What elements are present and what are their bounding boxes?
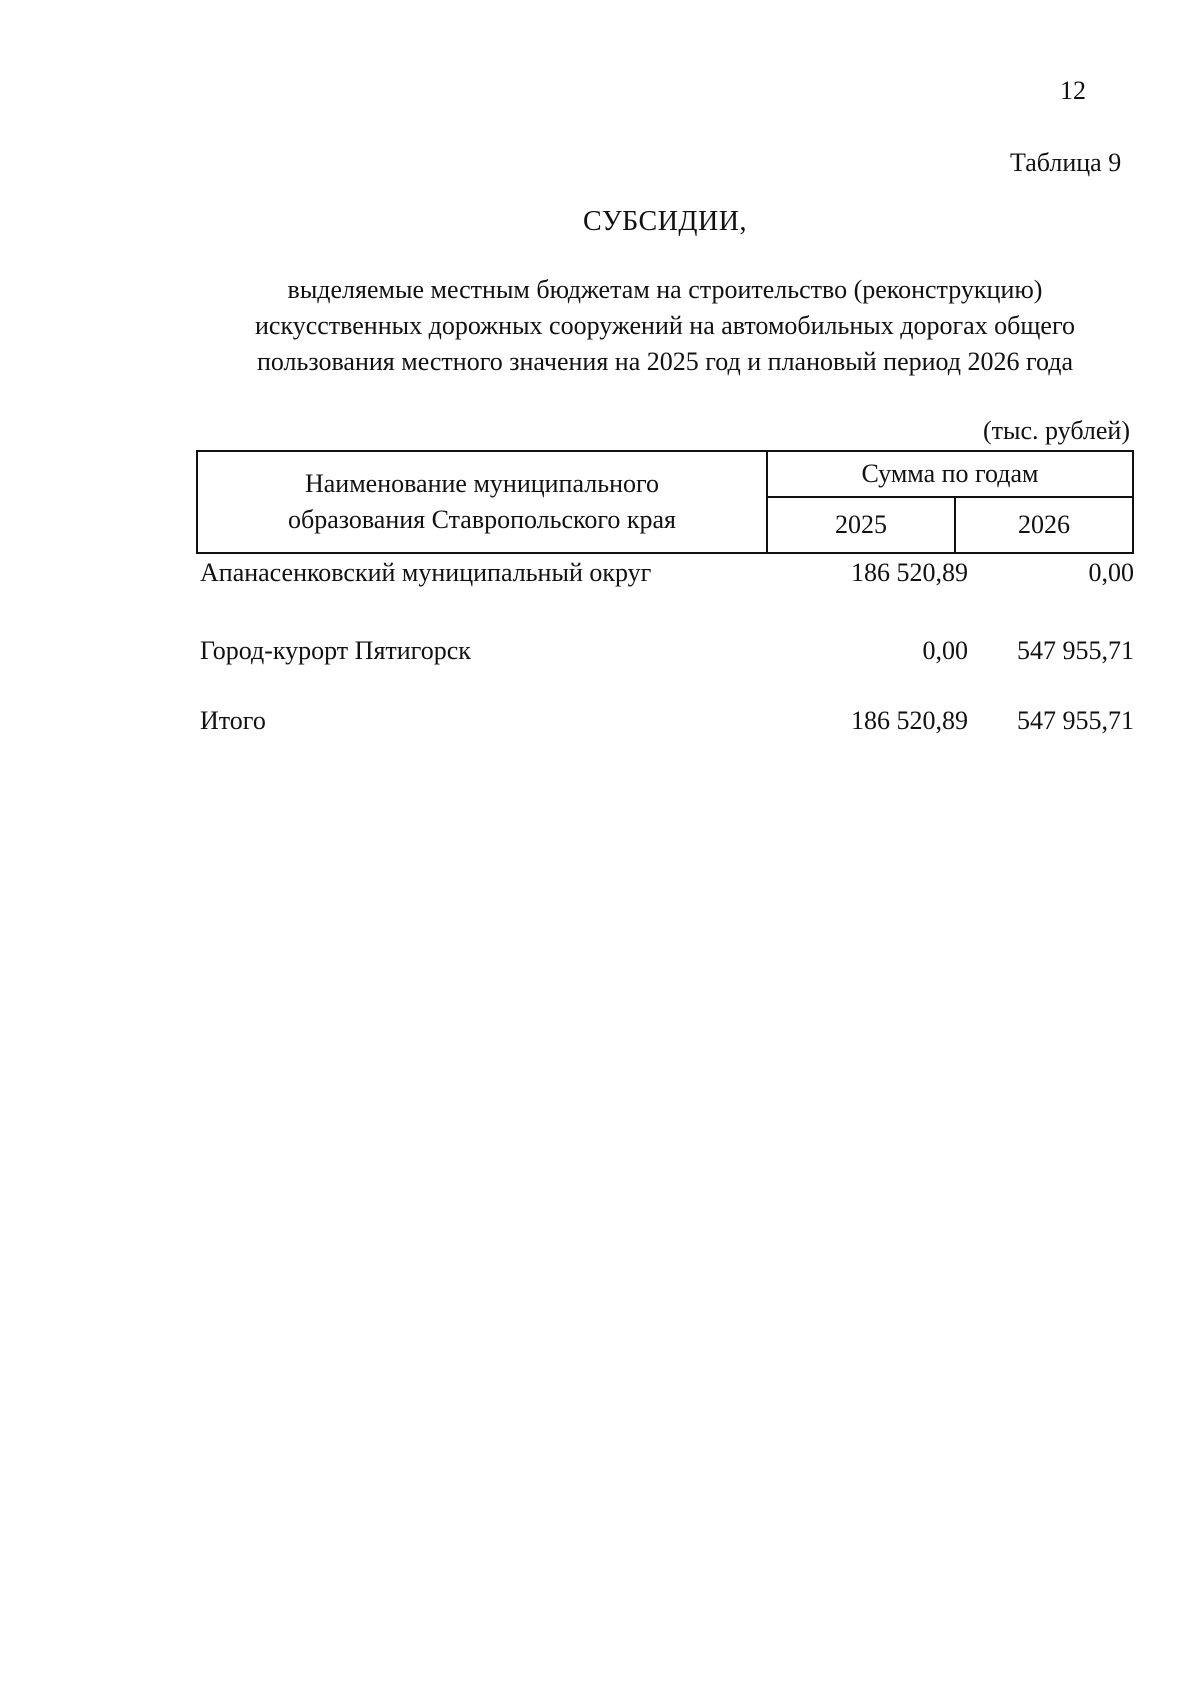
subtitle-line: выделяемые местным бюджетам на строительство (реконструкцию): [287, 275, 1043, 304]
subtitle-line: пользования местного значения на 2025 год и плановый период 2026 года: [256, 347, 1074, 376]
document-title: СУБСИДИИ,: [583, 206, 747, 237]
row-municipality-name: Город-курорт Пятигорск: [200, 636, 471, 665]
total-label: Итого: [200, 706, 266, 735]
table-label: Таблица 9: [1010, 148, 1122, 177]
header-name-line: образования Ставропольского края: [287, 505, 677, 534]
row-value-2025: 0,00: [922, 636, 968, 665]
total-value-2025: 186 520,89: [851, 706, 968, 735]
header-municipality-name: [198, 452, 768, 552]
subtitle-line: искусственных дорожных сооружений на автомобильных дорогах общего: [254, 311, 1075, 340]
header-sum-by-years: Сумма по годам: [768, 452, 1132, 498]
header-name-line: Наименование муниципального: [304, 469, 660, 498]
total-value-2026: 547 955,71: [1017, 706, 1134, 735]
row-municipality-name: Апанасенковский муниципальный округ: [200, 558, 652, 587]
document-subtitle: [200, 272, 1130, 380]
table-row: [200, 636, 1134, 672]
table-header: [196, 450, 1134, 554]
header-year-2025: 2025: [768, 498, 956, 552]
row-value-2026: 0,00: [1088, 558, 1134, 587]
page-number: 12: [1060, 76, 1086, 105]
units-label: (тыс. рублей): [982, 416, 1130, 445]
table-row: [200, 558, 1134, 594]
header-year-2026: 2026: [1018, 510, 1070, 539]
row-value-2025: 186 520,89: [851, 558, 968, 587]
table-total-row: [200, 706, 1134, 742]
row-value-2026: 547 955,71: [1017, 636, 1134, 665]
